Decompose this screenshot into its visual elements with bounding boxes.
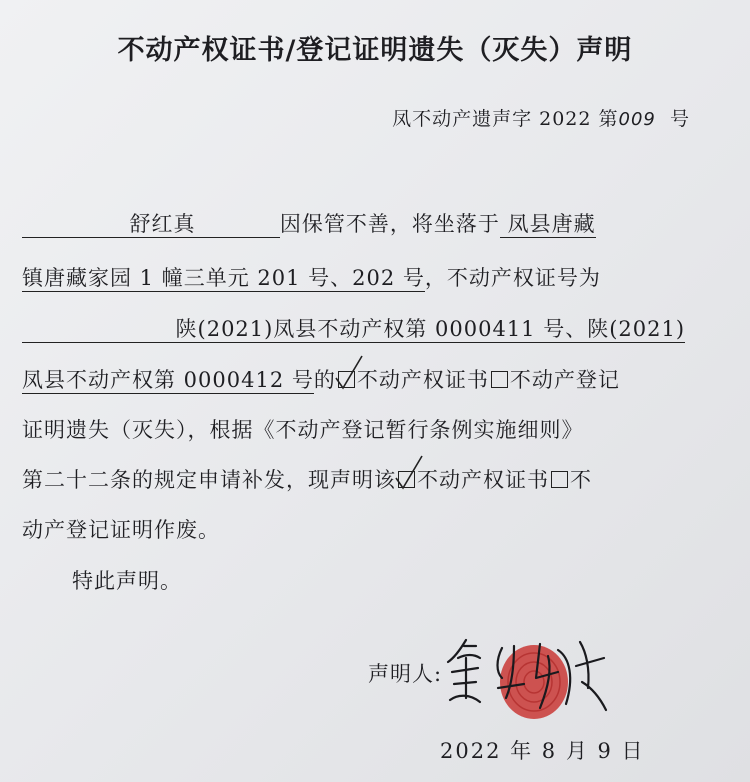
check-mark-icon bbox=[334, 356, 364, 390]
handwritten-signature bbox=[440, 628, 615, 723]
location-field-1 bbox=[500, 212, 596, 238]
location-field-2: 镇唐藏家园 1 幢三单元 201 号、202 号 bbox=[22, 266, 425, 290]
body-line-5: 证明遗失（灭失），根据《不动产登记暂行条例实施细则》 bbox=[22, 418, 584, 442]
docno-suffix: 号 bbox=[669, 108, 690, 130]
body-line-3 bbox=[22, 313, 685, 343]
check-mark-icon bbox=[394, 456, 424, 490]
cert-number-1: 陕(2021)凤县不动产权第 0000411 号、陕(2021) bbox=[175, 317, 686, 341]
checkbox-cert-checked[interactable] bbox=[338, 371, 355, 388]
cert-intro: ，不动产权证号为 bbox=[424, 266, 601, 290]
docno-prefix: 凤不动产遗声字 2022 第 bbox=[392, 108, 619, 130]
docno-handwritten: 009 bbox=[618, 109, 656, 130]
signer-label: 声明人: bbox=[368, 662, 443, 686]
option-cert-label-2: 不动产权证书 bbox=[417, 468, 549, 492]
declare-text: 第二十二条的规定申请补发，现声明该 bbox=[22, 468, 396, 492]
owner-name: 舒红真 bbox=[129, 212, 196, 236]
body-line-4 bbox=[22, 364, 620, 394]
body-line-1 bbox=[22, 208, 596, 238]
checkbox-registration[interactable] bbox=[491, 371, 508, 388]
checkbox-cert-checked-2[interactable] bbox=[398, 471, 415, 488]
cert-number-2: 凤县不动产权第 0000412 号 bbox=[22, 368, 314, 392]
option-registration-label: 不动产登记 bbox=[509, 368, 620, 392]
reason-text: 因保管不善，将坐落于 bbox=[279, 212, 500, 236]
closing-text: 特此声明。 bbox=[72, 569, 182, 593]
checkbox-registration-2[interactable] bbox=[551, 471, 568, 488]
document-number bbox=[392, 104, 690, 131]
option-registration-label-2a: 不 bbox=[570, 468, 592, 492]
body-line-7: 动产登记证明作废。 bbox=[22, 518, 220, 542]
owner-name-field bbox=[22, 212, 280, 238]
signing-date: 2022 年 8 月 9 日 bbox=[440, 739, 645, 763]
document-title: 不动产权证书/登记证明遗失（灭失）声明 bbox=[117, 35, 633, 66]
option-cert-label: 不动产权证书 bbox=[356, 368, 489, 392]
cert-number-field-1 bbox=[22, 317, 685, 343]
body-line-2 bbox=[22, 262, 601, 292]
location-text-1: 凤县唐藏 bbox=[507, 212, 596, 236]
body-line-6 bbox=[22, 464, 592, 494]
particle-de: 的 bbox=[313, 368, 336, 392]
